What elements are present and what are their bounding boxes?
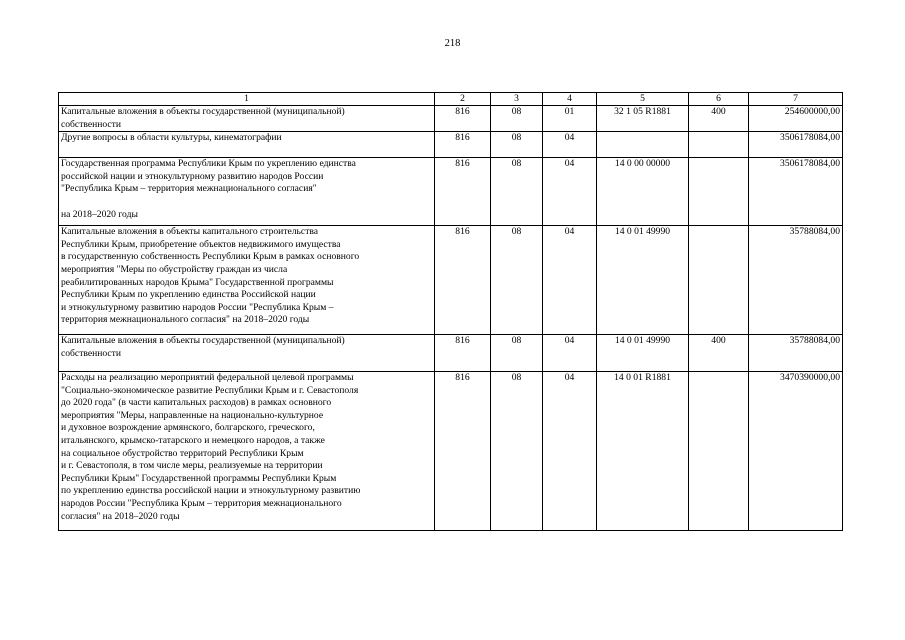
- row-vedomstvo: 816: [435, 226, 491, 335]
- header-row: [59, 93, 843, 106]
- table-row: [59, 334, 843, 371]
- row-razdel: 08: [491, 158, 543, 226]
- row-razdel: 08: [491, 132, 543, 158]
- row-name: Капитальные вложения в объекты капитального строительства Республики Крым, приобретение объектов недвижимого имущества в государственную собственность Республики Крым в рамках основного мероприятия "Меры по обустройству граждан из числа реабилитированных народов Крыма" Государственной программы Республики Крым по укреплению единства Российской нации и этнокультурному развитию народов России "Республика Крым – территория межнационального согласия" на 2018–2020 годы: [59, 226, 435, 335]
- row-razdel: 08: [491, 226, 543, 335]
- page-number: 218: [444, 38, 461, 49]
- row-expense-type: [689, 158, 749, 226]
- header-cell-podrazdel: 4: [543, 93, 597, 106]
- row-razdel: 08: [491, 372, 543, 531]
- row-expense-type: [689, 132, 749, 158]
- row-target-article: [597, 132, 689, 158]
- row-sum: 3470390000,00: [749, 372, 843, 531]
- row-sum: 3506178084,00: [749, 158, 843, 226]
- row-name: Капитальные вложения в объекты государственной (муниципальной) собственности: [59, 334, 435, 371]
- row-name: Другие вопросы в области культуры, кинематографии: [59, 132, 435, 158]
- budget-table: [58, 92, 843, 531]
- row-sum: 254600000,00: [749, 106, 843, 132]
- header-cell-target-article: 5: [597, 93, 689, 106]
- header-cell-name: 1: [59, 93, 435, 106]
- table-row: [59, 106, 843, 132]
- row-podrazdel: 04: [543, 226, 597, 335]
- row-name: Государственная программа Республики Крым по укреплению единства российской нации и этнокультурному развитию народов России "Республика Крым – территория межнационального согласия" на 2018–2020 годы: [59, 158, 435, 226]
- row-name: Капитальные вложения в объекты государственной (муниципальной) собственности: [59, 106, 435, 132]
- row-podrazdel: 04: [543, 334, 597, 371]
- row-target-article: 32 1 05 R1881: [597, 106, 689, 132]
- row-vedomstvo: 816: [435, 158, 491, 226]
- row-target-article: 14 0 01 49990: [597, 334, 689, 371]
- row-sum: 3506178084,00: [749, 132, 843, 158]
- row-target-article: 14 0 00 00000: [597, 158, 689, 226]
- row-expense-type: 400: [689, 334, 749, 371]
- row-vedomstvo: 816: [435, 372, 491, 531]
- row-podrazdel: 04: [543, 158, 597, 226]
- row-expense-type: [689, 226, 749, 335]
- row-name: Расходы на реализацию мероприятий федеральной целевой программы "Социально-экономическое развитие Республики Крым и г. Севастополя до 2020 года" (в части капитальных расходов) в рамках основного мероприятия "Меры, направленные на национально-культурное и духовное возрождение армянского, болгарского, греческого, итальянского, крымско-татарского и немецкого народов, а также на социальное обустройство территорий Республики Крым и г. Севастополя, в том числе меры, реализуемые на территории Республики Крым" Государственной программы Республики Крым по укреплению единства российской нации и этнокультурному развитию народов России "Республика Крым – территория межнационального согласия" на 2018–2020 годы: [59, 372, 435, 531]
- row-expense-type: 400: [689, 106, 749, 132]
- row-sum: 35788084,00: [749, 226, 843, 335]
- row-vedomstvo: 816: [435, 334, 491, 371]
- header-cell-sum: 7: [749, 93, 843, 106]
- row-target-article: 14 0 01 49990: [597, 226, 689, 335]
- row-podrazdel: 04: [543, 132, 597, 158]
- header-cell-razdel: 3: [491, 93, 543, 106]
- table-row: [59, 132, 843, 158]
- row-podrazdel: 01: [543, 106, 597, 132]
- row-expense-type: [689, 372, 749, 531]
- table-row: [59, 158, 843, 226]
- table-row: [59, 226, 843, 335]
- row-razdel: 08: [491, 334, 543, 371]
- row-sum: 35788084,00: [749, 334, 843, 371]
- header-cell-expense-type: 6: [689, 93, 749, 106]
- row-razdel: 08: [491, 106, 543, 132]
- row-podrazdel: 04: [543, 372, 597, 531]
- row-vedomstvo: 816: [435, 106, 491, 132]
- row-target-article: 14 0 01 R1881: [597, 372, 689, 531]
- table-row: [59, 372, 843, 531]
- row-vedomstvo: 816: [435, 132, 491, 158]
- header-cell-vedomstvo: 2: [435, 93, 491, 106]
